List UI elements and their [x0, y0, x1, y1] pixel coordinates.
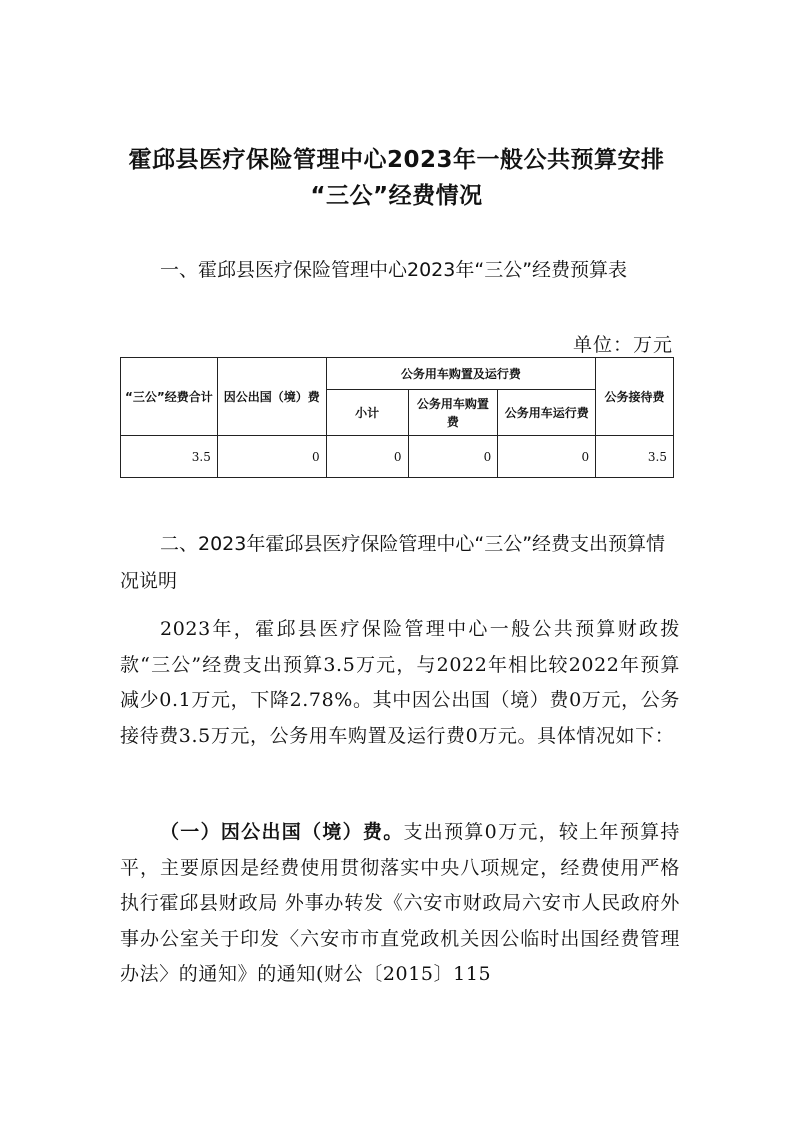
cell-total: 3.5: [121, 436, 218, 478]
paragraph-summary: 2023年，霍邱县医疗保险管理中心一般公共预算财政拨款“三公”经费支出预算3.5万元，与2022年相比较2022年预算减少0.1万元，下降2.78%。其中因公出国（境）费0万元，公务接待费3.5万元，公务用车购置及运行费0万元。具体情况如下：: [120, 618, 680, 747]
cell-vehicle-operation: 0: [498, 436, 596, 478]
header-total: “三公”经费合计: [121, 358, 218, 436]
document-title-line2: “三公”经费情况: [310, 183, 483, 209]
header-vehicle-purchase: 公务用车购置费: [408, 390, 498, 436]
three-public-budget-table: [120, 357, 674, 478]
paragraph-lead: （一）因公出国（境）费。: [160, 821, 404, 843]
document-title-line1: 霍邱县医疗保险管理中心2023年一般公共预算安排: [128, 147, 665, 173]
header-vehicle-subtotal: 小计: [326, 390, 408, 436]
section2-heading: 二、2023年霍邱县医疗保险管理中心“三公”经费支出预算情况说明: [120, 533, 666, 592]
cell-abroad: 0: [217, 436, 326, 478]
paragraph-abroad-expense: [120, 815, 680, 993]
header-abroad: 因公出国（境）费: [217, 358, 326, 436]
cell-reception: 3.5: [596, 436, 674, 478]
unit-label: 单位：万元: [572, 334, 673, 356]
cell-vehicle-subtotal: 0: [326, 436, 408, 478]
table-row: [121, 436, 674, 478]
header-reception: 公务接待费: [596, 358, 674, 436]
header-vehicle-operation: 公务用车运行费: [498, 390, 596, 436]
header-vehicle-group: 公务用车购置及运行费: [326, 358, 595, 390]
paragraph-body: 支出预算0万元，较上年预算持平，主要原因是经费使用贯彻落实中央八项规定，经费使用严格执行霍邱县财政局 外事办转发《六安市财政局六安市人民政府外事办公室关于印发〈六安市市直党政机关因公临时出国经费管理办法〉的通知》的通知(财公〔2015〕115: [120, 821, 680, 985]
section1-heading: 一、霍邱县医疗保险管理中心2023年“三公”经费预算表: [160, 259, 628, 281]
cell-vehicle-purchase: 0: [408, 436, 498, 478]
